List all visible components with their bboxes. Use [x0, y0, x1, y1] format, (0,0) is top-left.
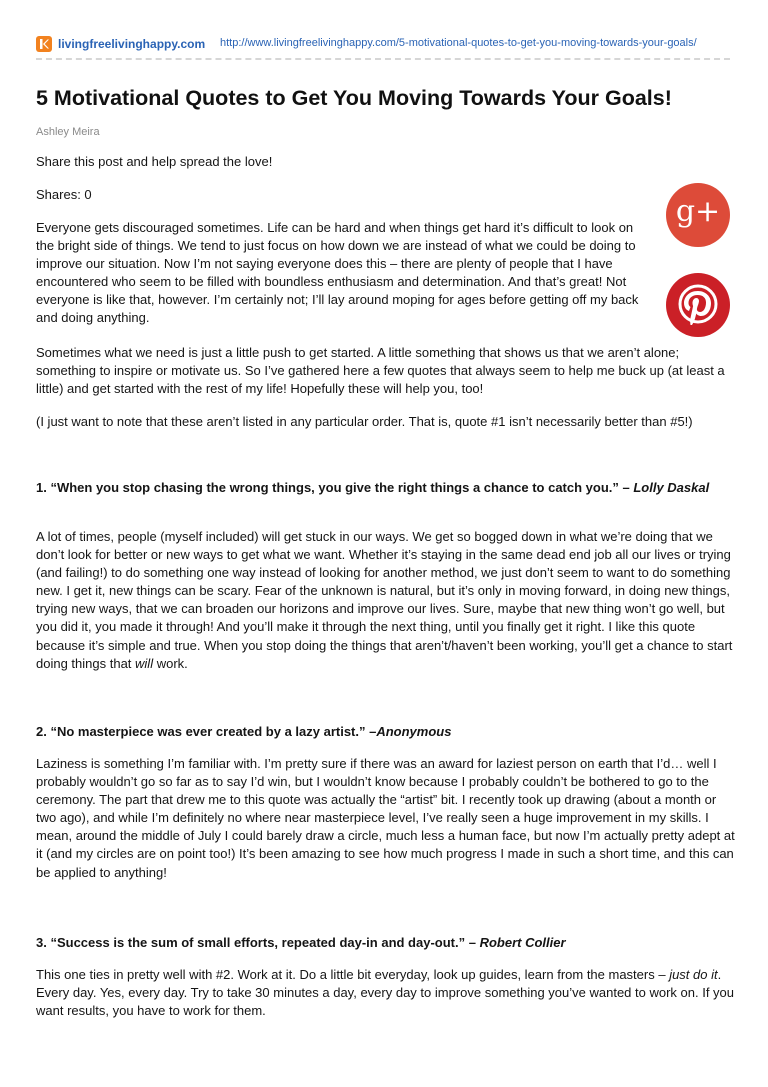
google-plus-share-button[interactable] [666, 183, 730, 247]
site-logo-icon [36, 36, 52, 52]
quote-3-text: 3. “Success is the sum of small efforts, repeated day-in and day-out.” – [36, 935, 480, 950]
quote-2-body: Laziness is something I’m familiar with. I’m pretty sure if there was an award for laziest person on earth that I’d… well I probably wouldn’t go so far as to say I’d win, but I wouldn’t know because I probably couldn’t be bothered to go to the ceremony. The part that drew me to this quote was actually the “artist” bit. I recently took up drawing (about a month or two ago), and while I’m definitely no where near masterpiece level, I’ve really seen a huge improvement in my skills. I mean, around the middle of July I could barely draw a circle, much less a human face, but now I’m actually pretty adept at it (and my circles are on point too!) It’s been amazing to see how much progress I made in such a short time, and this can be applied to anything! [36, 756, 735, 880]
quote-3-body-emphasis: just do it [669, 967, 718, 982]
intro-note: (I just want to note that these aren’t listed in any particular order. That is, quote #1 isn’t necessarily better than #5!) [36, 414, 693, 429]
quote-1-author: Lolly Daskal [633, 480, 710, 495]
site-name-link[interactable]: livingfreelivinghappy.com [58, 37, 206, 51]
header-divider [36, 58, 730, 60]
quote-2-heading [36, 723, 726, 741]
pinterest-icon [666, 273, 730, 337]
quote-3-heading [36, 934, 726, 952]
google-plus-icon: g+ [675, 194, 721, 229]
quote-1-body-text: A lot of times, people (myself included) will get stuck in our ways. We get so bogged down in what we’re doing that we don’t look for better or new ways to get what we want. Whether it’s staying in the same dead end job all our lives or trying (and failing!) to do something one way instead of looking for another method, we just don’t seem to want to do something new. I get it, new things can be scary. Fear of the unknown is natural, but it’s only in moving forward, in doing new things, trying new ways, that we can broaden our horizons and improve our lives. Sure, maybe that new thing won’t go well, but you did it, you made it through! And you’ll make it through the next thing, until you finally get it right. I like this quote because it’s simple and true. When you stop doing the things that aren’t/haven’t been working, you’ll get a chance to start doing things that [36, 529, 733, 671]
page-url-link[interactable]: http://www.livingfreelivinghappy.com/5-motivational-quotes-to-get-you-moving-towards-your-goals/ [220, 37, 697, 49]
quote-1-body-end: work. [153, 655, 188, 671]
intro-paragraph-1: Everyone gets discouraged sometimes. Life can be hard and when things get hard it’s difficult to look on the bright side of things. We tend to just focus on how down we are instead of what we could be doing to improve our situation. Now I’m not saying everyone does this – there are plenty of people that I have encountered who seem to be filled with boundless enthusiasm and determination. And that’s great! Not everyone is like that, however. I’m certainly not; I’ll lay around moping for ages before getting off my back and doing anything. [36, 220, 639, 326]
quote-3-body-end: . Every day. Yes, every day. Try to take 30 minutes a day, every day to improve something you’ve wanted to work on. If you want results, you have to work for them. [36, 967, 735, 1019]
quote-3-author: Robert Collier [479, 935, 566, 950]
quote-1-text: 1. “When you stop chasing the wrong things, you give the right things a chance to catch you.” – [36, 480, 634, 495]
post-title: 5 Motivational Quotes to Get You Moving Towards Your Goals! [36, 86, 672, 110]
quote-1-heading [36, 479, 726, 497]
quote-1-body [36, 528, 736, 673]
quote-2-text: 2. “No masterpiece was ever created by a lazy artist.” – [36, 724, 377, 739]
quote-1-body-emphasis: will [135, 655, 154, 671]
share-count: Shares: 0 [36, 187, 92, 202]
post-author: Ashley Meira [36, 126, 100, 138]
quote-2-author: Anonymous [376, 724, 452, 739]
intro-paragraph-2: Sometimes what we need is just a little push to get started. A little something that shows us that we aren’t alone; something to inspire or motivate us. So I’ve gathered here a few quotes that always seem to help me buck up (at least a little) and get started with the rest of my life! Hopefully these will help you, too! [36, 345, 725, 397]
share-prompt: Share this post and help spread the love! [36, 154, 273, 169]
page-header [36, 34, 730, 56]
pinterest-share-button[interactable] [666, 273, 730, 337]
quote-3-body [36, 966, 736, 1020]
quote-3-body-text: This one ties in pretty well with #2. Work at it. Do a little bit everyday, look up guides, learn from the masters – [36, 967, 670, 982]
